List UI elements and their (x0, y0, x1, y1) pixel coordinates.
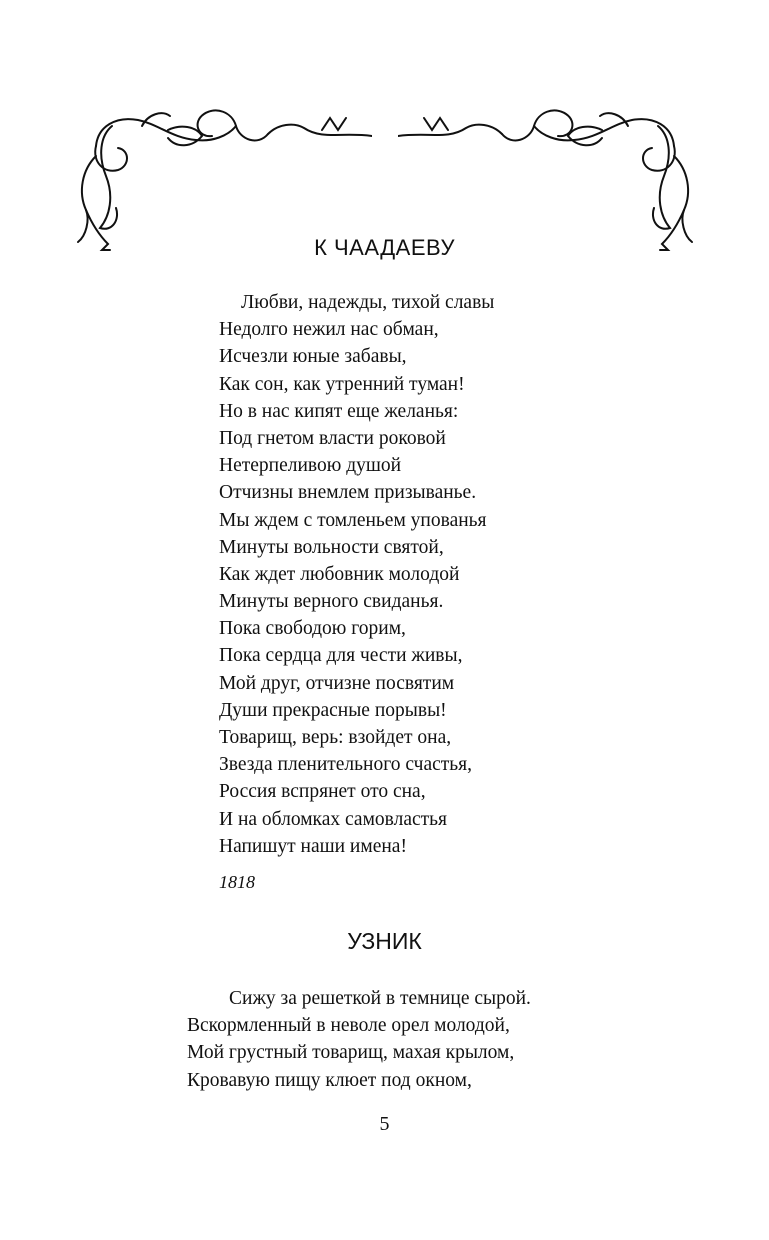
poem-line: Как ждет любовник молодой (219, 563, 460, 585)
poem-line: Любви, надежды, тихой славы (241, 292, 495, 313)
poem-line: Но в нас кипят еще желанья: (219, 400, 459, 422)
poem-line: Россия вспрянет ото сна, (219, 781, 426, 803)
poem-line: Сижу за решеткой в темнице сырой. (229, 988, 531, 1009)
poem-line: Мой друг, отчизне посвятим (219, 672, 455, 694)
poem-line: Под гнетом власти роковой (219, 427, 446, 449)
poem-line: Звезда пленительного счастья, (219, 754, 473, 776)
poem-date: 1818 (219, 872, 255, 892)
poem-line: Как сон, как утренний туман! (219, 373, 465, 395)
poem-body-chaadaev (219, 289, 619, 860)
poem-line: Пока сердца для чести живы, (219, 645, 463, 667)
poem-title-chaadaev: К ЧААДАЕВУ (314, 235, 455, 260)
right-ornament-icon (398, 96, 698, 256)
poem-line: И на обломках самовластья (219, 808, 448, 830)
poem-line: Нетерпеливою душой (219, 455, 402, 477)
page-number: 5 (379, 1113, 390, 1135)
poem-line: Отчизны внемлем призыванье. (219, 482, 477, 504)
poem-title-uznik: УЗНИК (347, 928, 422, 954)
left-ornament-icon (72, 96, 372, 256)
poem-line: Товарищ, верь: взойдет она, (219, 727, 452, 748)
poem-line: Минуты верного свиданья. (219, 591, 444, 613)
poem-line: Кровавую пищу клюет под окном, (187, 1069, 472, 1091)
poem-line: Минуты вольности святой, (219, 536, 444, 558)
poem-line: Души прекрасные порывы! (219, 699, 447, 721)
poem-line: Пока свободою горим, (219, 618, 406, 640)
poem-body-uznik (187, 985, 657, 1094)
poem-line: Вскормленный в неволе орел молодой, (187, 1015, 510, 1037)
poem-line: Мой грустный товарищ, махая крылом, (187, 1042, 515, 1064)
poem-line: Напишут наши имена! (219, 835, 407, 857)
poem-line: Исчезли юные забавы, (219, 346, 407, 368)
poem-line: Недолго нежил нас обман, (219, 319, 439, 341)
poem-line: Мы ждем с томленьем упованья (219, 509, 487, 531)
